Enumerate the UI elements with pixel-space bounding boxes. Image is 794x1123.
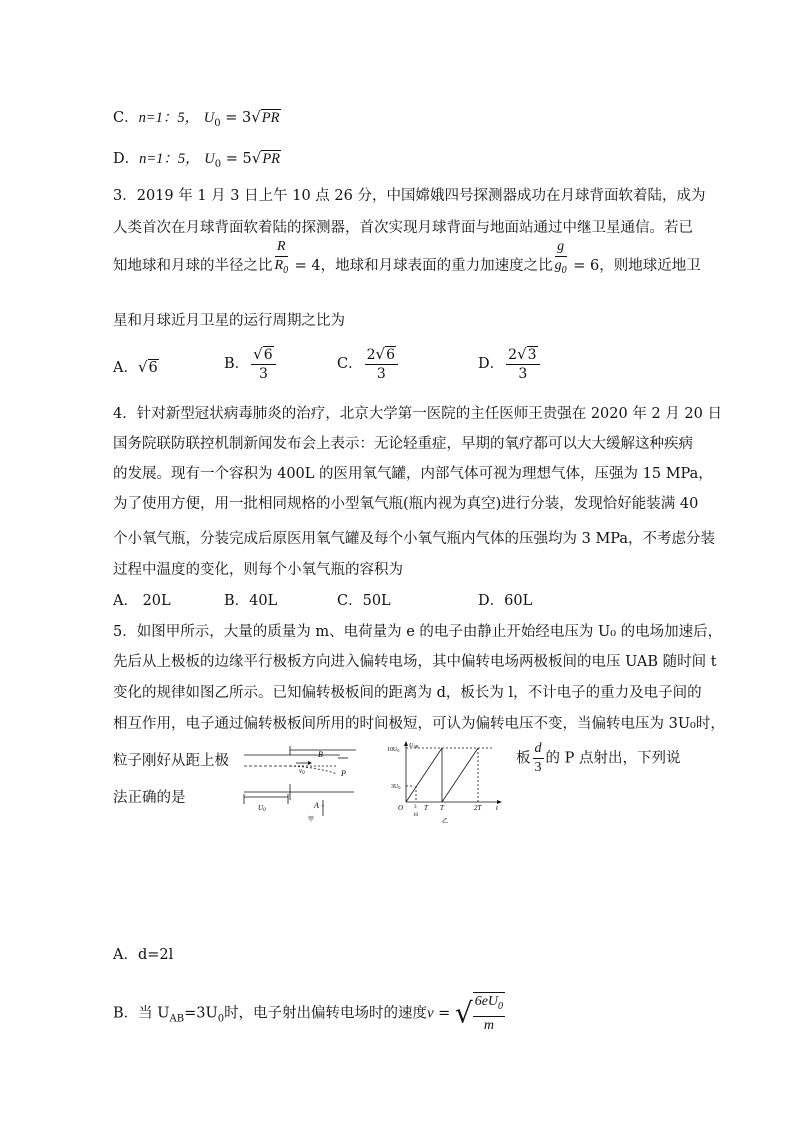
tick-t-first: T	[424, 804, 428, 812]
label-yi: 乙	[442, 819, 449, 825]
label-jia: 甲	[308, 817, 315, 823]
q3-option-b: B． $\frac{√6}{3}$	[224, 345, 278, 383]
label-u0: U0	[258, 804, 266, 813]
q3-line4: 星和月球近月卫星的运行周期之比为	[113, 313, 345, 329]
tick-3-over: 3	[414, 805, 417, 810]
ramp-2	[442, 748, 478, 802]
tick-t: T	[440, 804, 444, 812]
label-p: P	[341, 769, 346, 778]
q4-line1: 4．针对新型冠状病毒肺炎的治疗，北京大学第一医院的主任医师王贵强在 2020 年 2 月 20 日	[113, 406, 722, 422]
figure-jia	[242, 744, 382, 822]
q3-line2: 人类首次在月球背面软着陆的探测器，首次实现月球背面与地面站通过中继卫星通信。若已	[113, 220, 693, 236]
tick-10u0: 10U0	[387, 747, 400, 753]
q3-line3: 知地球和月球的半径之比 $\frac{R}{R_0}$ = 4，地球和月球表面的重力加速度之比 $\frac{g}{g_0}$ = 6，则地球近地卫	[113, 239, 701, 276]
q3-option-c: C． $\frac{2√6}{3}$	[337, 345, 400, 383]
q5-line2: 先后从上极板的边缘平行极板方向进入偏转电场，其中偏转电场两极板间的电压 UAB 随时间 t	[113, 654, 717, 670]
q4-line2: 国务院联防联控机制新闻发布会上表示：无论轻重症，早期的氧疗都可以大大缓解这种疾病	[113, 436, 693, 452]
q4-line5: 个小氧气瓶，分装完成后原医用氧气罐及每个小氧气瓶内气体的压强均为 3 MPa，不考虑分装	[113, 531, 716, 547]
label-v0: v0	[299, 767, 305, 776]
label-b: B	[318, 750, 323, 759]
q5-line3: 变化的规律如图乙所示。已知偏转极板间的距离为 d，板长为 l，不计电子的重力及电子间的	[113, 685, 702, 701]
q5-line5a: 粒子刚好从距上极	[113, 753, 229, 769]
q5-option-a: A．d=2l	[113, 947, 174, 963]
deflected-path	[290, 766, 337, 774]
q4-option-c: C．50L	[337, 593, 391, 609]
tick-10-under: 10	[413, 813, 418, 818]
ramp-1	[406, 748, 442, 802]
q2-option-d: D．n=1：5， $U_0 = 5√PR$	[113, 149, 281, 170]
q5-line4: 相互作用，电子通过偏转极板间所用的时间极短，可认为偏转电压不变，当偏转电压为 3U₀时，	[113, 716, 725, 732]
q4-option-a: A． 20L	[113, 593, 171, 609]
q5-line1: 5．如图甲所示，大量的质量为 m、电荷量为 e 的电子由静止开始经电压为 U₀ 的电场加速后，	[113, 624, 723, 640]
q5-line5b: 板 $\frac{d}{3}$ 的 P 点射出，下列说	[516, 741, 681, 775]
q4-option-d: D．60L	[478, 593, 533, 609]
q5-option-b: B．当 $U_{AB}=3U_0$时，电子射出偏转电场时的速度v = √ $\frac{6eU_0}{m}$	[113, 994, 504, 1033]
q2-option-c: C．n=1：5， $U_0 = 3√PR$	[113, 108, 280, 129]
q3-option-d: D． $\frac{2√3}{3}$	[478, 345, 542, 383]
q4-line6: 过程中温度的变化，则每个小氧气瓶的容积为	[113, 562, 403, 578]
q4-line4: 为了使用方便，用一批相同规格的小型氧气瓶(瓶内视为真空)进行分装，发现恰好能装满 40	[113, 496, 699, 512]
label-origin: O	[398, 804, 404, 812]
q4-line3: 的发展。现有一个容积为 400L 的医用氧气罐，内部气体可视为理想气体，压强为 15 MPa，	[113, 466, 713, 482]
q5-line6: 法正确的是	[113, 790, 186, 806]
label-t-axis: t	[496, 804, 498, 812]
label-uab: UAB	[409, 743, 419, 749]
figure-yi	[387, 740, 504, 826]
label-plus: +	[321, 804, 325, 810]
tick-3u0: 3U0	[391, 784, 401, 790]
q3-line1: 3．2019 年 1 月 3 日上午 10 点 26 分，中国嫦娥四号探测器成功在月球背面软着陆，成为	[113, 188, 706, 204]
q4-option-b: B．40L	[224, 593, 278, 609]
q3-option-a: A．√6	[113, 358, 158, 376]
tick-2t: 2T	[474, 804, 482, 812]
label-a: A	[314, 801, 319, 810]
